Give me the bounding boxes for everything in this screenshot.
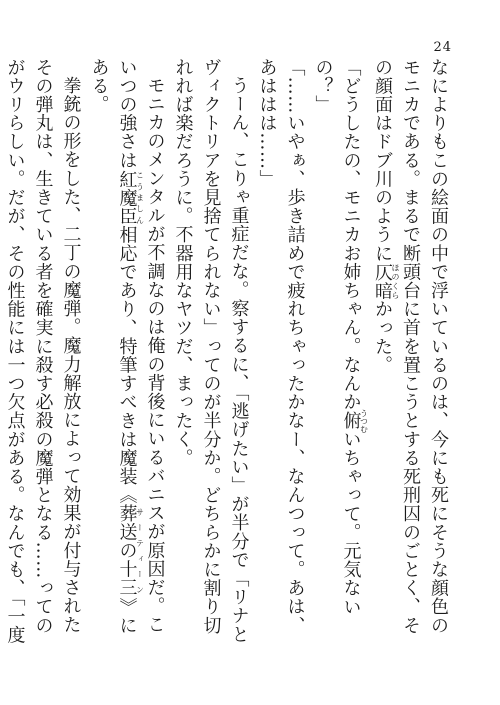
- ruby-base: 仄暗: [372, 262, 393, 300]
- ruby-base: 俯: [340, 408, 362, 433]
- paragraph-p3: [253, 58, 309, 648]
- text-segment: なによりもこの絵面の中で浮いているのは、今にも死にそうな顔色のモニカである。まるで断頭台に首を置こうとする死刑囚のごとく、その顔面はドブ川のように: [372, 58, 449, 635]
- text-segment: うーん、こりゃ重症だな。察するに、「逃げたい」が半分で「リナとヴィクトリアを見捨てられない」ってのが半分か。どちらかに割り切れれば楽だろうに。不器用なヤツだ、まったく。: [172, 58, 250, 644]
- text-segment: いちゃって。元気ないの？」: [312, 58, 362, 617]
- ruby-base: 葬送の十三: [116, 504, 138, 598]
- text-segment: 「……いやぁ、歩き詰めで疲れちゃったかなー、なんつって。あは、あははは……」: [256, 58, 306, 635]
- text-segment: モニカのメンタルが不調なのは俺の背後にいるバニスが原因だ。こいつの強さは: [116, 58, 166, 634]
- text-segment: かった。: [372, 299, 393, 375]
- ruby-reading: こうましん: [135, 169, 145, 226]
- paragraph-p5: [85, 58, 169, 648]
- ruby-reading: ほのくら: [391, 262, 400, 300]
- ruby-annotation: [116, 504, 145, 598]
- body-text: [4, 58, 452, 648]
- text-segment: 「どうしたの、モニカお姉ちゃん。なんか: [340, 58, 362, 412]
- paragraph-p6: [0, 58, 85, 648]
- paragraph-p1: [368, 58, 452, 648]
- ruby-annotation: [372, 262, 400, 300]
- paragraph-p2: [309, 58, 369, 648]
- ruby-reading: サーティーン: [135, 504, 145, 598]
- text-segment: 相応であり、特筆すべきは魔装《: [116, 225, 138, 505]
- page-number: 24: [433, 40, 452, 55]
- ruby-annotation: [340, 408, 369, 433]
- ruby-base: 紅魔臣: [116, 169, 138, 226]
- paragraph-p4: [169, 58, 253, 648]
- text-segment: 拳銃の形をした、二丁の魔弾。魔力解放によって効果が付与されたその弾丸は、生きている者を確実に殺す必殺の魔弾となる……ってのがウリらしい。だが、その性能には一つ欠点がある。なんでも、「一度: [4, 58, 82, 645]
- text-segment: 》にある。: [88, 58, 138, 635]
- ruby-annotation: [116, 169, 145, 226]
- ruby-reading: うつむ: [359, 408, 369, 433]
